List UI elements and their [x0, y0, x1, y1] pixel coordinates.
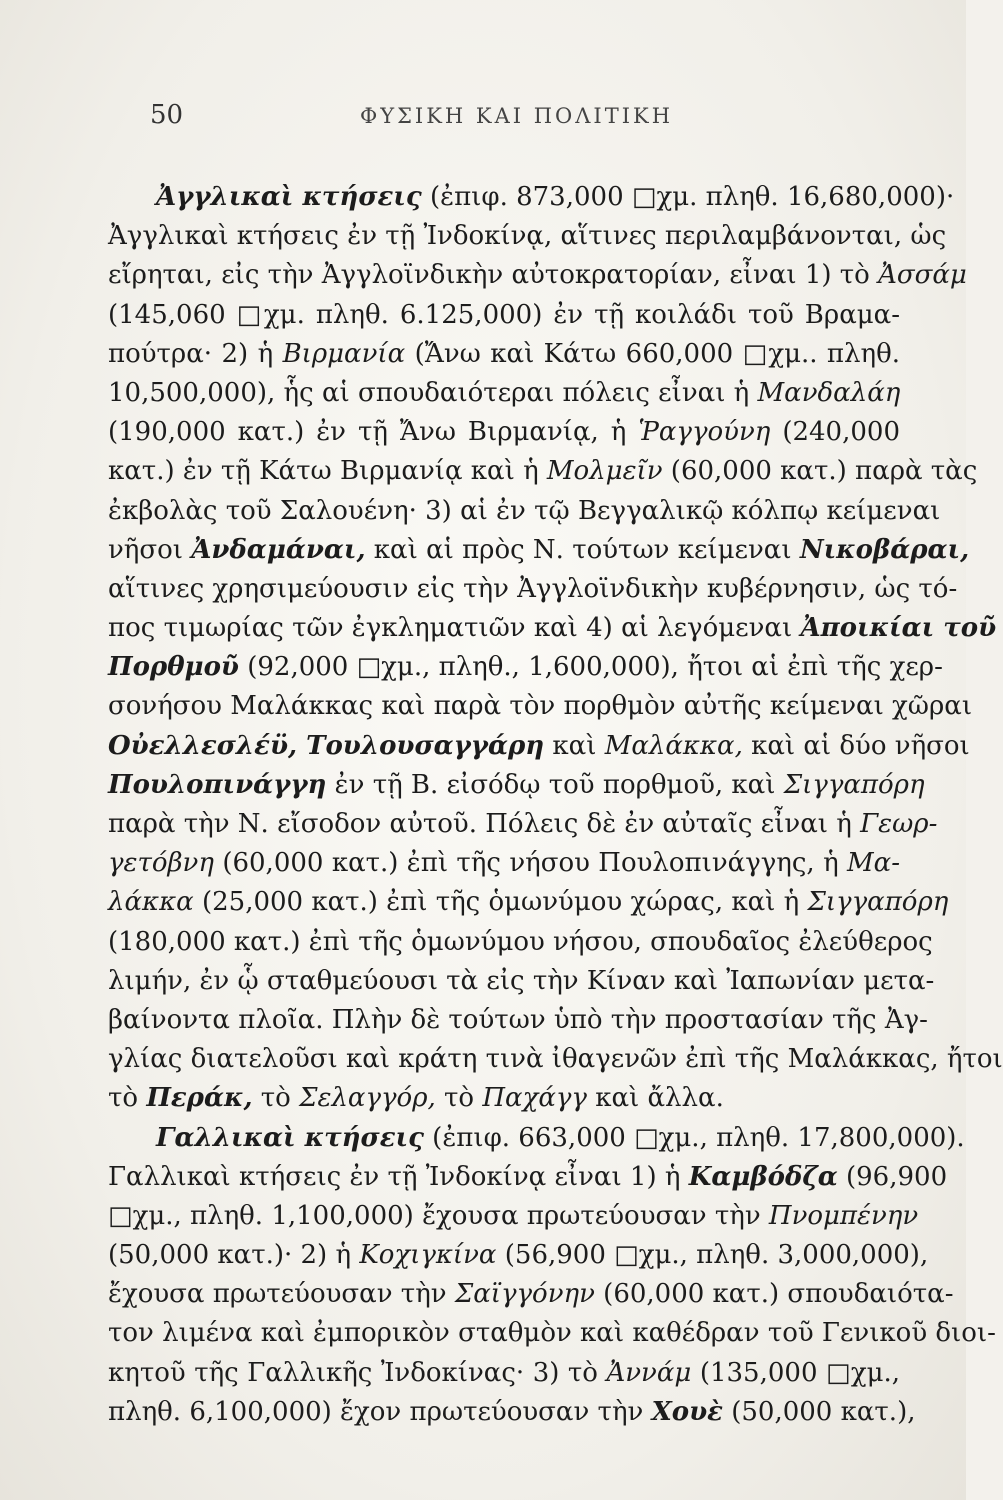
text-line [108, 609, 997, 648]
text-segment: τὸ [108, 1083, 147, 1114]
text-segment: Πορθμοῦ [108, 652, 239, 683]
text-segment: Γαλλικαὶ κτήσεις ἐν τῇ Ἰνδοκίνᾳ εἶναι 1) ἡ [108, 1161, 689, 1192]
text-line [108, 374, 900, 413]
text-line [108, 766, 925, 805]
text-segment: βαίνοντα πλοῖα. Πλὴν δὲ τούτων ὑπὸ τὴν προστασίαν τῆς Ἀγ- [108, 1004, 928, 1035]
text-line [108, 296, 900, 335]
text-segment: (135,000 □χμ., [691, 1357, 901, 1388]
text-segment: (ἐπιφ. 663,000 □χμ., πληθ. 17,800,000). [423, 1122, 965, 1153]
text-segment: καὶ [544, 730, 605, 761]
text-line [108, 687, 973, 726]
text-line [108, 1158, 948, 1197]
running-title: ΦΥΣΙΚΗ ΚΑΙ ΠΟΛΙΤΙΚΗ [360, 104, 674, 128]
text-segment: καὶ αἱ πρὸς Ν. τούτων κείμεναι [365, 534, 800, 565]
text-segment: (60,000 κατ.) σπουδαιότα- [594, 1279, 954, 1310]
text-segment: (145,060 □χμ. πληθ. 6.125,000) ἐν τῇ κοιλάδι τοῦ Βραμα- [108, 299, 900, 330]
text-segment: Παχάγγ [482, 1083, 587, 1114]
text-line [108, 1393, 916, 1432]
text-segment: (50,000 κατ.)· 2) ἡ [108, 1240, 360, 1271]
text-line [108, 648, 943, 687]
text-line [108, 923, 933, 962]
text-segment: (190,000 κατ.) ἐν τῇ Ἄνω Βιρμανίᾳ, ἡ [108, 417, 639, 448]
text-segment: (60,000 κατ.) ἐπὶ τῆς νήσου Πουλοπινάγγης, ἡ [213, 848, 848, 879]
text-segment: τὸ [252, 1083, 300, 1114]
text-line [108, 1119, 965, 1158]
text-segment: Ἀγγλικαὶ κτήσεις ἐν τῇ Ἰνδοκίνᾳ, αἵτινες περιλαμβάνονται, ὡς [108, 221, 947, 252]
text-segment: (Ἄνω καὶ Κάτω 660,000 □χμ.. πληθ. [405, 338, 900, 369]
text-segment: λάκκα [108, 887, 194, 918]
text-line [108, 492, 941, 531]
text-segment: Νικοβάραι, [799, 534, 970, 565]
text-segment: πληθ. 6,100,000) ἔχον πρωτεύουσαν τὴν [108, 1396, 652, 1427]
text-segment: Κοχιγκίνα [359, 1240, 497, 1271]
text-segment: λιμήν, ἐν ᾧ σταθμεύουσι τὰ εἰς τὴν Κίναν καὶ Ἰαπωνίαν μετα- [108, 965, 935, 996]
text-segment: Ἀγγλικαὶ κτήσεις [156, 182, 422, 212]
text-segment: Ἀσσάμ [878, 260, 967, 291]
text-line [108, 570, 958, 609]
text-segment: κατ.) ἐν τῇ Κάτω Βιρμανίᾳ καὶ ἡ [108, 456, 547, 487]
text-segment: Πνομπένην [768, 1200, 919, 1231]
text-segment: (180,000 κατ.) ἐπὶ τῆς ὁμωνύμου νήσου, σπουδαῖος ἐλεύθερος [108, 926, 933, 957]
text-line [108, 217, 947, 256]
text-segment: (60,000 κατ.) παρὰ τὰς [662, 456, 978, 487]
text-line [108, 335, 900, 374]
text-segment: Γεωρ- [860, 809, 938, 839]
text-line [108, 256, 967, 295]
text-segment: παρὰ τὴν Ν. εἴσοδον αὐτοῦ. Πόλεις δὲ ἐν αὐταῖς εἶναι ἡ [108, 809, 861, 839]
text-segment: Σαϊγγόνην [454, 1279, 595, 1310]
page-header [150, 100, 880, 140]
text-segment: νῆσοι [108, 534, 192, 565]
text-segment: Ἀποικίαι τοῦ [800, 613, 997, 644]
text-segment: πούτρα· 2) ἡ [108, 338, 283, 369]
body-text [108, 178, 1003, 1432]
text-segment: Μολμεῖν [546, 456, 663, 487]
text-segment: πος τιμωρίας τῶν ἐγκληματιῶν καὶ 4) αἱ λεγόμεναι [108, 613, 801, 644]
text-line [108, 727, 970, 766]
text-segment: Μαλάκκα, [604, 730, 743, 761]
text-line [108, 805, 938, 844]
text-segment: σονήσου Μαλάκκας καὶ παρὰ τὸν πορθμὸν αὐτῆς κείμεναι χῶραι [108, 691, 973, 722]
text-segment: Σελαγγόρ, [299, 1083, 436, 1114]
text-segment: Περάκ, [146, 1083, 253, 1114]
text-segment: (50,000 κατ.), [722, 1396, 916, 1427]
text-line [108, 452, 978, 491]
text-segment: εἴρηται, εἰς τὴν Ἀγγλοϊνδικὴν αὐτοκρατορίαν, εἶναι 1) τὸ [108, 260, 879, 291]
text-line [108, 178, 955, 217]
text-line [108, 1040, 1003, 1079]
text-segment: ἔχουσα πρωτεύουσαν τὴν [108, 1279, 455, 1310]
text-line [108, 1275, 954, 1314]
text-line [108, 413, 900, 452]
text-segment: Βιρμανία [282, 338, 406, 369]
text-segment: αἵτινες χρησιμεύουσιν εἰς τὴν Ἀγγλοϊνδικὴν κυβέρνησιν, ὡς τό- [108, 573, 958, 604]
text-segment: καὶ ἄλλα. [586, 1083, 724, 1114]
text-segment: ἐν τῇ Β. εἰσόδῳ τοῦ πορθμοῦ, καὶ [326, 769, 784, 800]
text-line [108, 1079, 900, 1118]
text-line [108, 844, 900, 883]
text-segment: □χμ., πληθ. 1,100,000) ἔχουσα πρωτεύουσαν τὴν [108, 1200, 769, 1231]
text-segment: Μανδαλάη [757, 377, 901, 408]
text-line [108, 531, 970, 570]
text-segment: τον λιμένα καὶ ἐμπορικὸν σταθμὸν καὶ καθέδραν τοῦ Γενικοῦ διοι- [108, 1318, 996, 1349]
text-segment: ἐκβολὰς τοῦ Σαλουένη· 3) αἱ ἐν τῷ Βεγγαλικῷ κόλπῳ κείμεναι [108, 495, 941, 526]
text-line [108, 1314, 996, 1353]
page-number: 50 [150, 100, 184, 130]
text-segment: (92,000 □χμ., πληθ., 1,600,000), ἤτοι αἱ ἐπὶ τῆς χερ- [238, 652, 943, 683]
text-segment: Ἀνδαμάναι, [191, 534, 366, 565]
text-segment: Μα- [847, 848, 900, 879]
text-segment: (96,900 [837, 1161, 948, 1192]
text-segment: (25,000 κατ.) ἐπὶ τῆς ὁμωνύμου χώρας, καὶ ἡ [193, 887, 808, 918]
text-segment: Χουὲ [651, 1396, 723, 1427]
text-line [108, 1197, 919, 1236]
text-line [108, 883, 949, 922]
text-segment: Οὐελλεσλέϋ, Τουλουσαγγάρη [108, 730, 545, 761]
text-segment: γετόβνη [108, 848, 214, 879]
text-segment: Γαλλικαὶ κτήσεις [156, 1122, 424, 1153]
text-segment: καὶ αἱ δύο νῆσοι [742, 730, 970, 761]
text-segment: Ἀννάμ [606, 1357, 692, 1388]
text-segment: (56,900 □χμ., πληθ. 3,000,000), [496, 1240, 929, 1271]
text-segment: Σιγγαπόρη [807, 887, 949, 918]
text-line [108, 1001, 928, 1040]
text-segment: (ἐπιφ. 873,000 □χμ. πληθ. 16,680,000)· [421, 182, 955, 212]
text-segment: τὸ [435, 1083, 483, 1114]
text-segment: 10,500,000), ἧς αἱ σπουδαιότεραι πόλεις εἶναι ἡ [108, 377, 758, 408]
text-segment: Ῥαγγούνη [638, 417, 771, 448]
text-segment: (240,000 [770, 417, 900, 448]
text-line [108, 962, 935, 1001]
text-segment: Σιγγαπόρη [783, 769, 925, 800]
text-line [108, 1236, 929, 1275]
text-line [108, 1354, 900, 1393]
text-segment: Πουλοπινάγγη [108, 769, 327, 800]
text-segment: κητοῦ τῆς Γαλλικῆς Ἰνδοκίνας· 3) τὸ [108, 1357, 607, 1388]
text-segment: Καμβόδζα [688, 1161, 838, 1192]
text-segment: γλίας διατελοῦσι καὶ κράτη τινὰ ἰθαγενῶν ἐπὶ τῆς Μαλάκκας, ἤτοι [108, 1044, 1003, 1075]
